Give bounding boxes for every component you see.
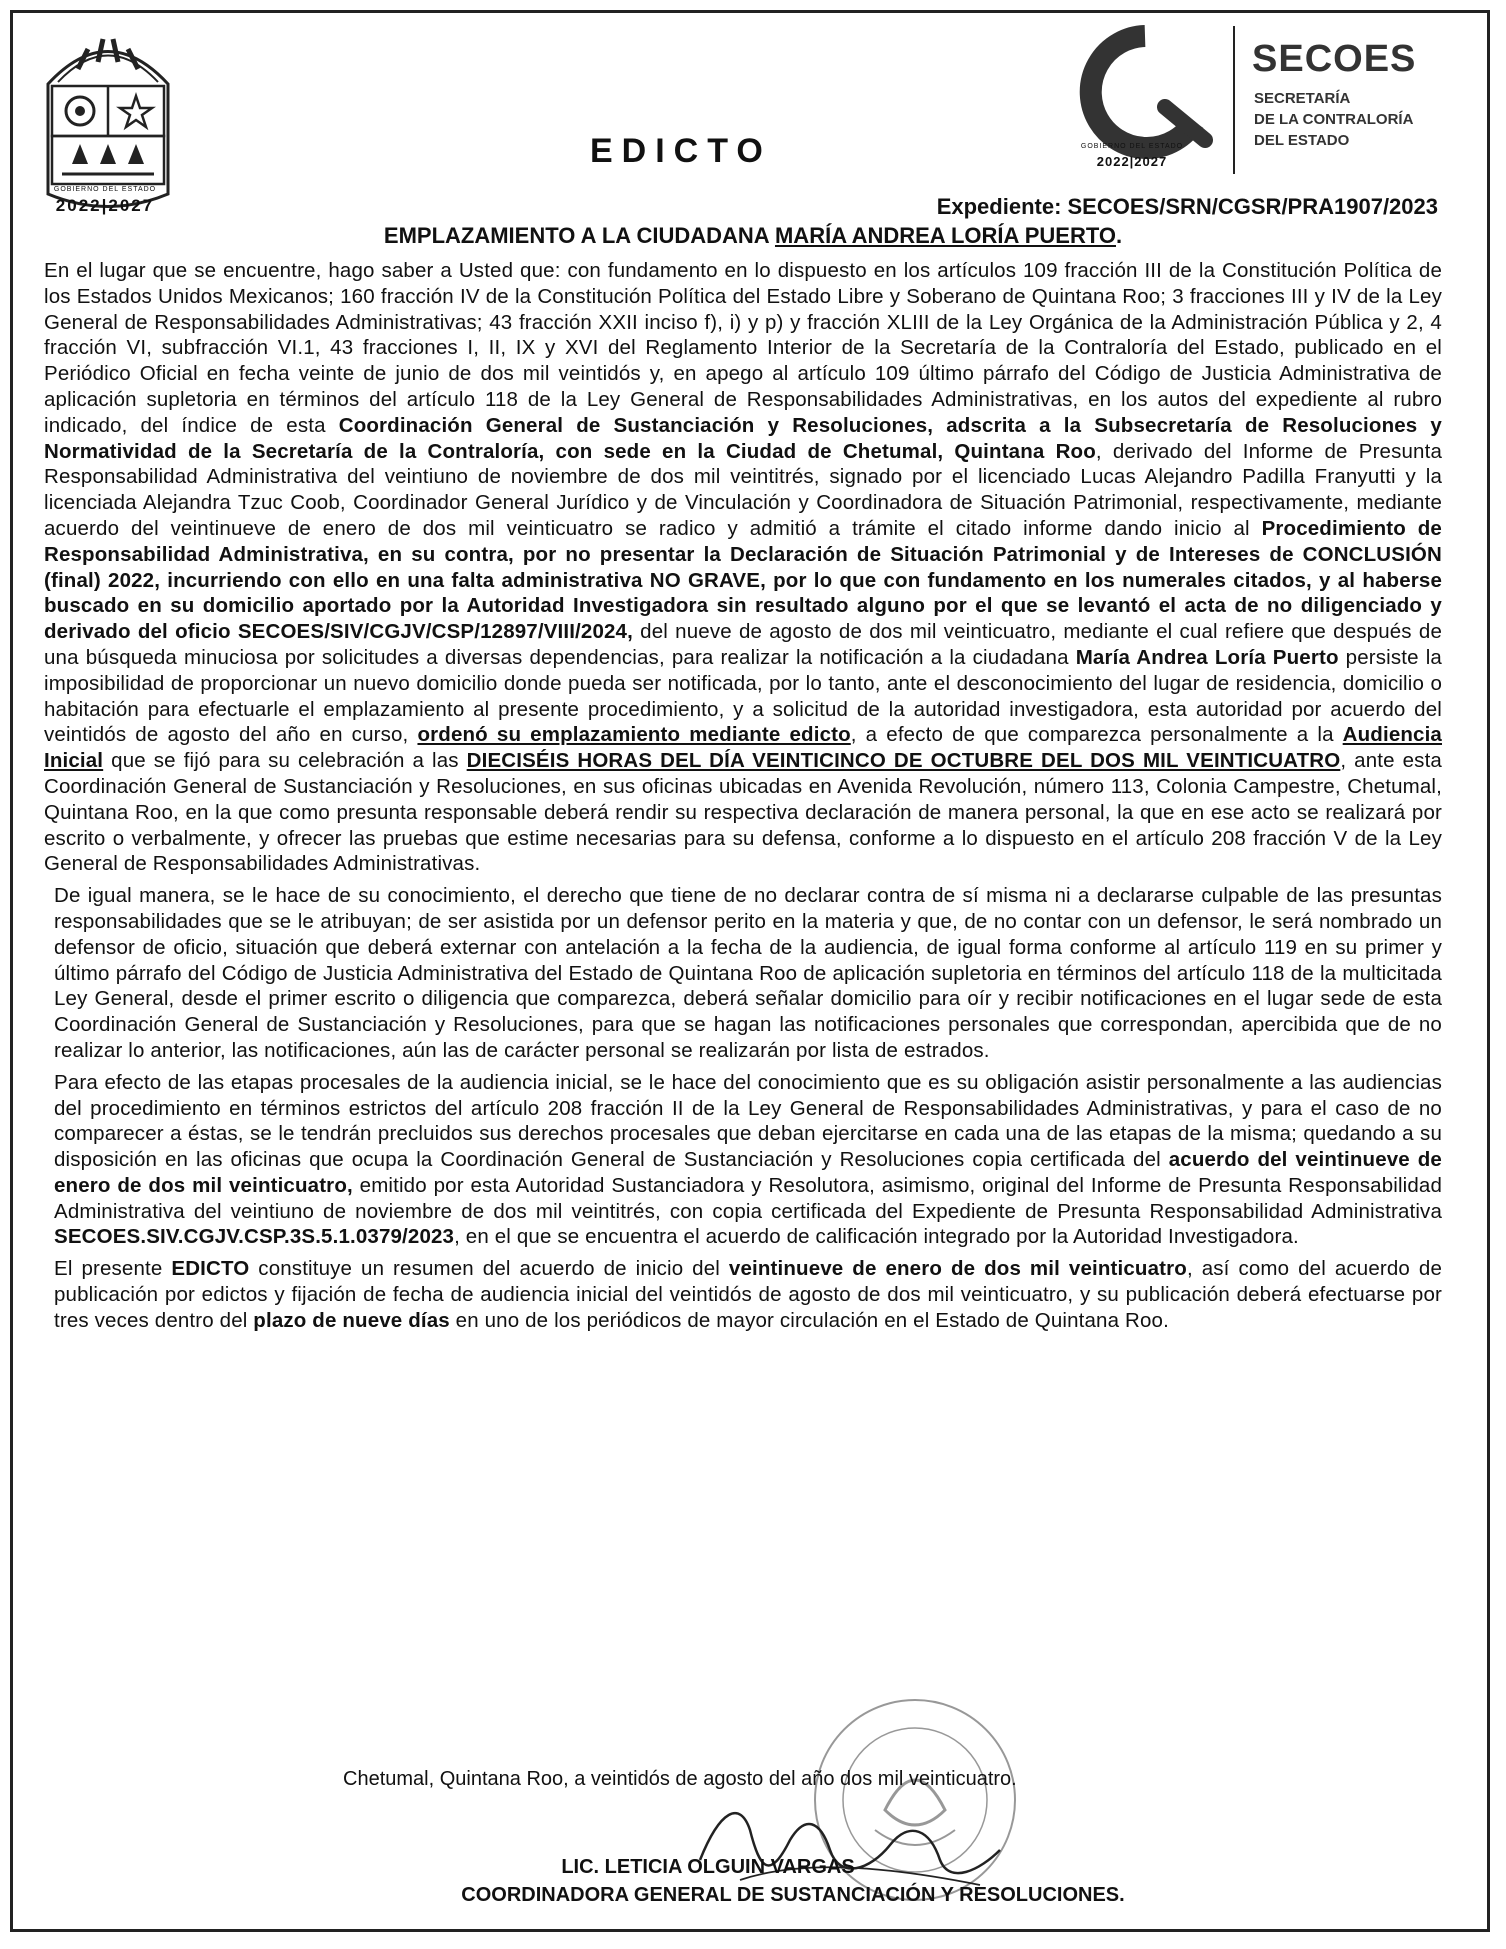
q-years: 2022|2027 [1096, 154, 1168, 169]
crest-years: 2022|2027 [55, 196, 155, 215]
paragraph-2: De igual manera, se le hace de su conocimiento, el derecho que tiene de no declarar contra de sí misma ni a declararse culpable de las presuntas responsabilidades que se le atribuyan; de ser asistida por un defensor perito en la materia y que, de no contar con un defensor, le será nombrado un defensor de oficio, situación que deberá externar con antelación a la fecha de la audiencia, de igual forma conforme al artículo 119 en su primer y último párrafo del Código de Justicia Administrativa del Estado de Quintana Roo de aplicación supletoria en términos del artículo 118 de la multicitada Ley General, desde el primer escrito o diligencia que comparezca, deberá señalar domicilio para oír y recibir notificaciones en el lugar sede de esta Coordinación General de Sustanciación y Resoluciones, para que se hagan las notificaciones personales que correspondan, apercibida que de no realizar lo anterior, las notificaciones, aún las de carácter personal se realizarán por lista de estrados. [54, 884, 1442, 1062]
header-divider [1233, 26, 1235, 174]
brand-sub-line-1: SECRETARÍA [1254, 90, 1351, 107]
p4-text: constituye un resumen del acuerdo de inicio del [249, 1257, 729, 1281]
p4-bold: veintinueve de enero de dos mil veinticuatro [728, 1257, 1187, 1281]
brand-name: SECOES [1252, 38, 1417, 80]
p4-bold: EDICTO [171, 1257, 250, 1281]
p4-text: , así como del acuerdo de publicación por edictos y fijación de fecha de audiencia inicial del veintidós de agosto de dos mil veinticuatro, y su publicación deberá efectuarse por tres veces dentro del [54, 1257, 1443, 1332]
p1-text: , a efecto de que comparezca personalmente a la [850, 723, 1343, 747]
place-and-date: Chetumal, Quintana Roo, a veintidós de agosto del año dos mil veinticuatro. [343, 1768, 1017, 1790]
p4-text: El presente [54, 1257, 172, 1281]
p1-bold: María Andrea Loría Puerto [1075, 645, 1339, 669]
p1-text: En el lugar que se encuentre, hago saber a Usted que: con fundamento en lo dispuesto en los artículos 109 fracción III de la Constitución Política de los Estados Unidos Mexicanos; 160 fracción IV de la Constitución Política del Estado Libre y Soberano de Quintana Roo; 3 fracciones III y IV de la Ley General de Responsabilidades Administrativas; 43 fracción XXII inciso f), i) y p) y fracción XLIII de la Ley Orgánica de la Administración Pública y 2, 4 fracción VI, subfracción VI.1, 43 fracciones I, II, IX y XVI del Reglamento Interior de la Secretaría de la Contraloría del Estado, publicado en el Periódico Oficial en fecha veinte de junio de dos mil veintidós y, en apego al artículo 109 último párrafo del Código de Justicia Administrativa de aplicación supletoria en términos del artículo 118 de la Ley General de Responsabilidades Administrativas, en los autos del expediente al rubro indicado, del índice de esta [44, 259, 1442, 437]
p3-bold: acuerdo del veintinueve de enero de dos mil veinticuatro, [54, 1148, 1442, 1197]
emplazamiento-suffix: . [1115, 223, 1123, 248]
emplazamiento-heading [0, 223, 1506, 249]
p1-text: del nueve de agosto de dos mil veinticuatro, mediante el cual refiere que después de una búsqueda minuciosa por solicitudes a diversas dependencias, para realizar la notificación a la ciudadana [44, 620, 1443, 669]
expediente-number: Expediente: SECOES/SRN/CGSR/PRA1907/2023 [936, 194, 1438, 219]
p3-bold: SECOES.SIV.CGJV.CSP.3S.5.1.0379/2023 [54, 1225, 455, 1249]
emplazamiento-name: MARÍA ANDREA LORÍA PUERTO [774, 223, 1116, 248]
emplazamiento-prefix: EMPLAZAMIENTO A LA CIUDADANA [383, 223, 775, 248]
signer-name: LIC. LETICIA OLGUIN VARGAS [561, 1856, 855, 1878]
brand-sub-line-3: DEL ESTADO [1254, 132, 1350, 149]
p1-text: , derivado del Informe de Presunta Responsabilidad Administrativa del veintiuno de noviembre de dos mil veintitrés, signado por el licenciado Lucas Alejandro Padilla Franyutti y la licenciada Alejandra Tzuc Coob, Coordinador General Jurídico y de Vinculación y Coordinadora de Situación Patrimonial, respectivamente, mediante acuerdo del veintinueve de enero de dos mil veinticuatro se radico y admitió a trámite el citado informe dando inicio al [44, 439, 1442, 540]
paragraph-3 [44, 1070, 1442, 1251]
p4-text: en uno de los periódicos de mayor circulación en el Estado de Quintana Roo. [449, 1308, 1169, 1332]
brand-sub-line-2: DE LA CONTRALORÍA [1254, 111, 1414, 128]
p1-bold-underline: Audiencia Inicial [44, 723, 1442, 773]
q-gov-label: GOBIERNO DEL ESTADO [1080, 143, 1184, 150]
p1-text: persiste la imposibilidad de proporcionar un nuevo domicilio donde pueda ser notificada, por lo tanto, ante el desconocimiento del lugar de residencia, domicilio o habitación para efectuarle el emplazamiento al presente procedimiento, y a solicitud de la autoridad investigadora, esta autoridad por acuerdo del veintidós de agosto del año en curso, [44, 645, 1442, 747]
p1-bold-underline: ordenó su emplazamiento mediante edicto [417, 723, 851, 747]
p3-text: Para efecto de las etapas procesales de la audiencia inicial, se le hace del conocimiento que es su obligación asistir personalmente a las audiencias del procedimiento en términos estrictos del artículo 208 fracción II de la Ley General de Responsabilidades Administrativas, y para el caso de no comparecer a éstas, se le tendrán precluidos sus derechos procesales que deban ejercitarse en cada una de las etapas de la misma; quedando a su disposición en las oficinas que ocupa la Coordinación General de Sustanciación y Resoluciones copia certificada del [54, 1070, 1442, 1172]
brand-subtitle [1254, 88, 1413, 151]
paragraph-4 [44, 1256, 1442, 1333]
crest-gov-label: GOBIERNO DEL ESTADO [53, 186, 157, 193]
p3-text: , en el que se encuentra el acuerdo de calificación integrado por la Autoridad Investigadora. [454, 1225, 1299, 1249]
p1-text: , ante esta Coordinación General de Sustanciación y Resoluciones, en sus oficinas ubicadas en Avenida Revolución, número 113, Colonia Campestre, Chetumal, Quintana Roo, en la que como presunta responsable deberá rendir su respectiva declaración de manera personal, la que en ese acto se realizará por escrito o verbalmente, y ofrecer las pruebas que estime necesarias para su defensa, conforme a lo dispuesto en el artículo 208 fracción V de la Ley General de Responsabilidades Administrativas. [44, 749, 1442, 876]
signer-role: COORDINADORA GENERAL DE SUSTANCIACIÓN Y RESOLUCIONES. [461, 1884, 1125, 1906]
p4-bold: plazo de nueve días [253, 1308, 450, 1332]
document-title: EDICTO [590, 132, 772, 170]
p3-text: emitido por esta Autoridad Sustanciadora y Resolutora, asimismo, original del Informe de Presunta Responsabilidad Administrativa del veintiuno de noviembre de dos mil veintitrés, con copia certificada del Expediente de Presunta Responsabilidad Administrativa [54, 1173, 1443, 1223]
p1-bold: Coordinación General de Sustanciación y Resoluciones, adscrita a la Subsecretaría de Resoluciones y Normatividad de la Secretaría de la Contraloría, con sede en la Ciudad de Chetumal, Quintana Roo [44, 413, 1442, 463]
p1-text: que se fijó para su celebración a las [103, 749, 467, 773]
state-crest-logo [38, 24, 178, 224]
paragraph-1 [44, 258, 1442, 877]
p1-bold: Procedimiento de Responsabilidad Administrativa, en su contra, por no presentar la Declaración de Situación Patrimonial y de Intereses de CONCLUSIÓN (final) 2022, incurriendo con ello en una falta administrativa NO GRAVE, por lo que con fundamento en los numerales citados, y al haberse buscado en su domicilio aportado por la Autoridad Investigadora sin resultado alguno por el que se levantó el acta de no diligenciado y derivado del oficio SECOES/SIV/CGJV/CSP/12897/VIII/2024, [44, 516, 1442, 644]
p1-bold-underline: DIECISÉIS HORAS DEL DÍA VEINTICINCO DE OCTUBRE DEL DOS MIL VEINTICUATRO [466, 749, 1341, 773]
document-body [44, 258, 1442, 1340]
